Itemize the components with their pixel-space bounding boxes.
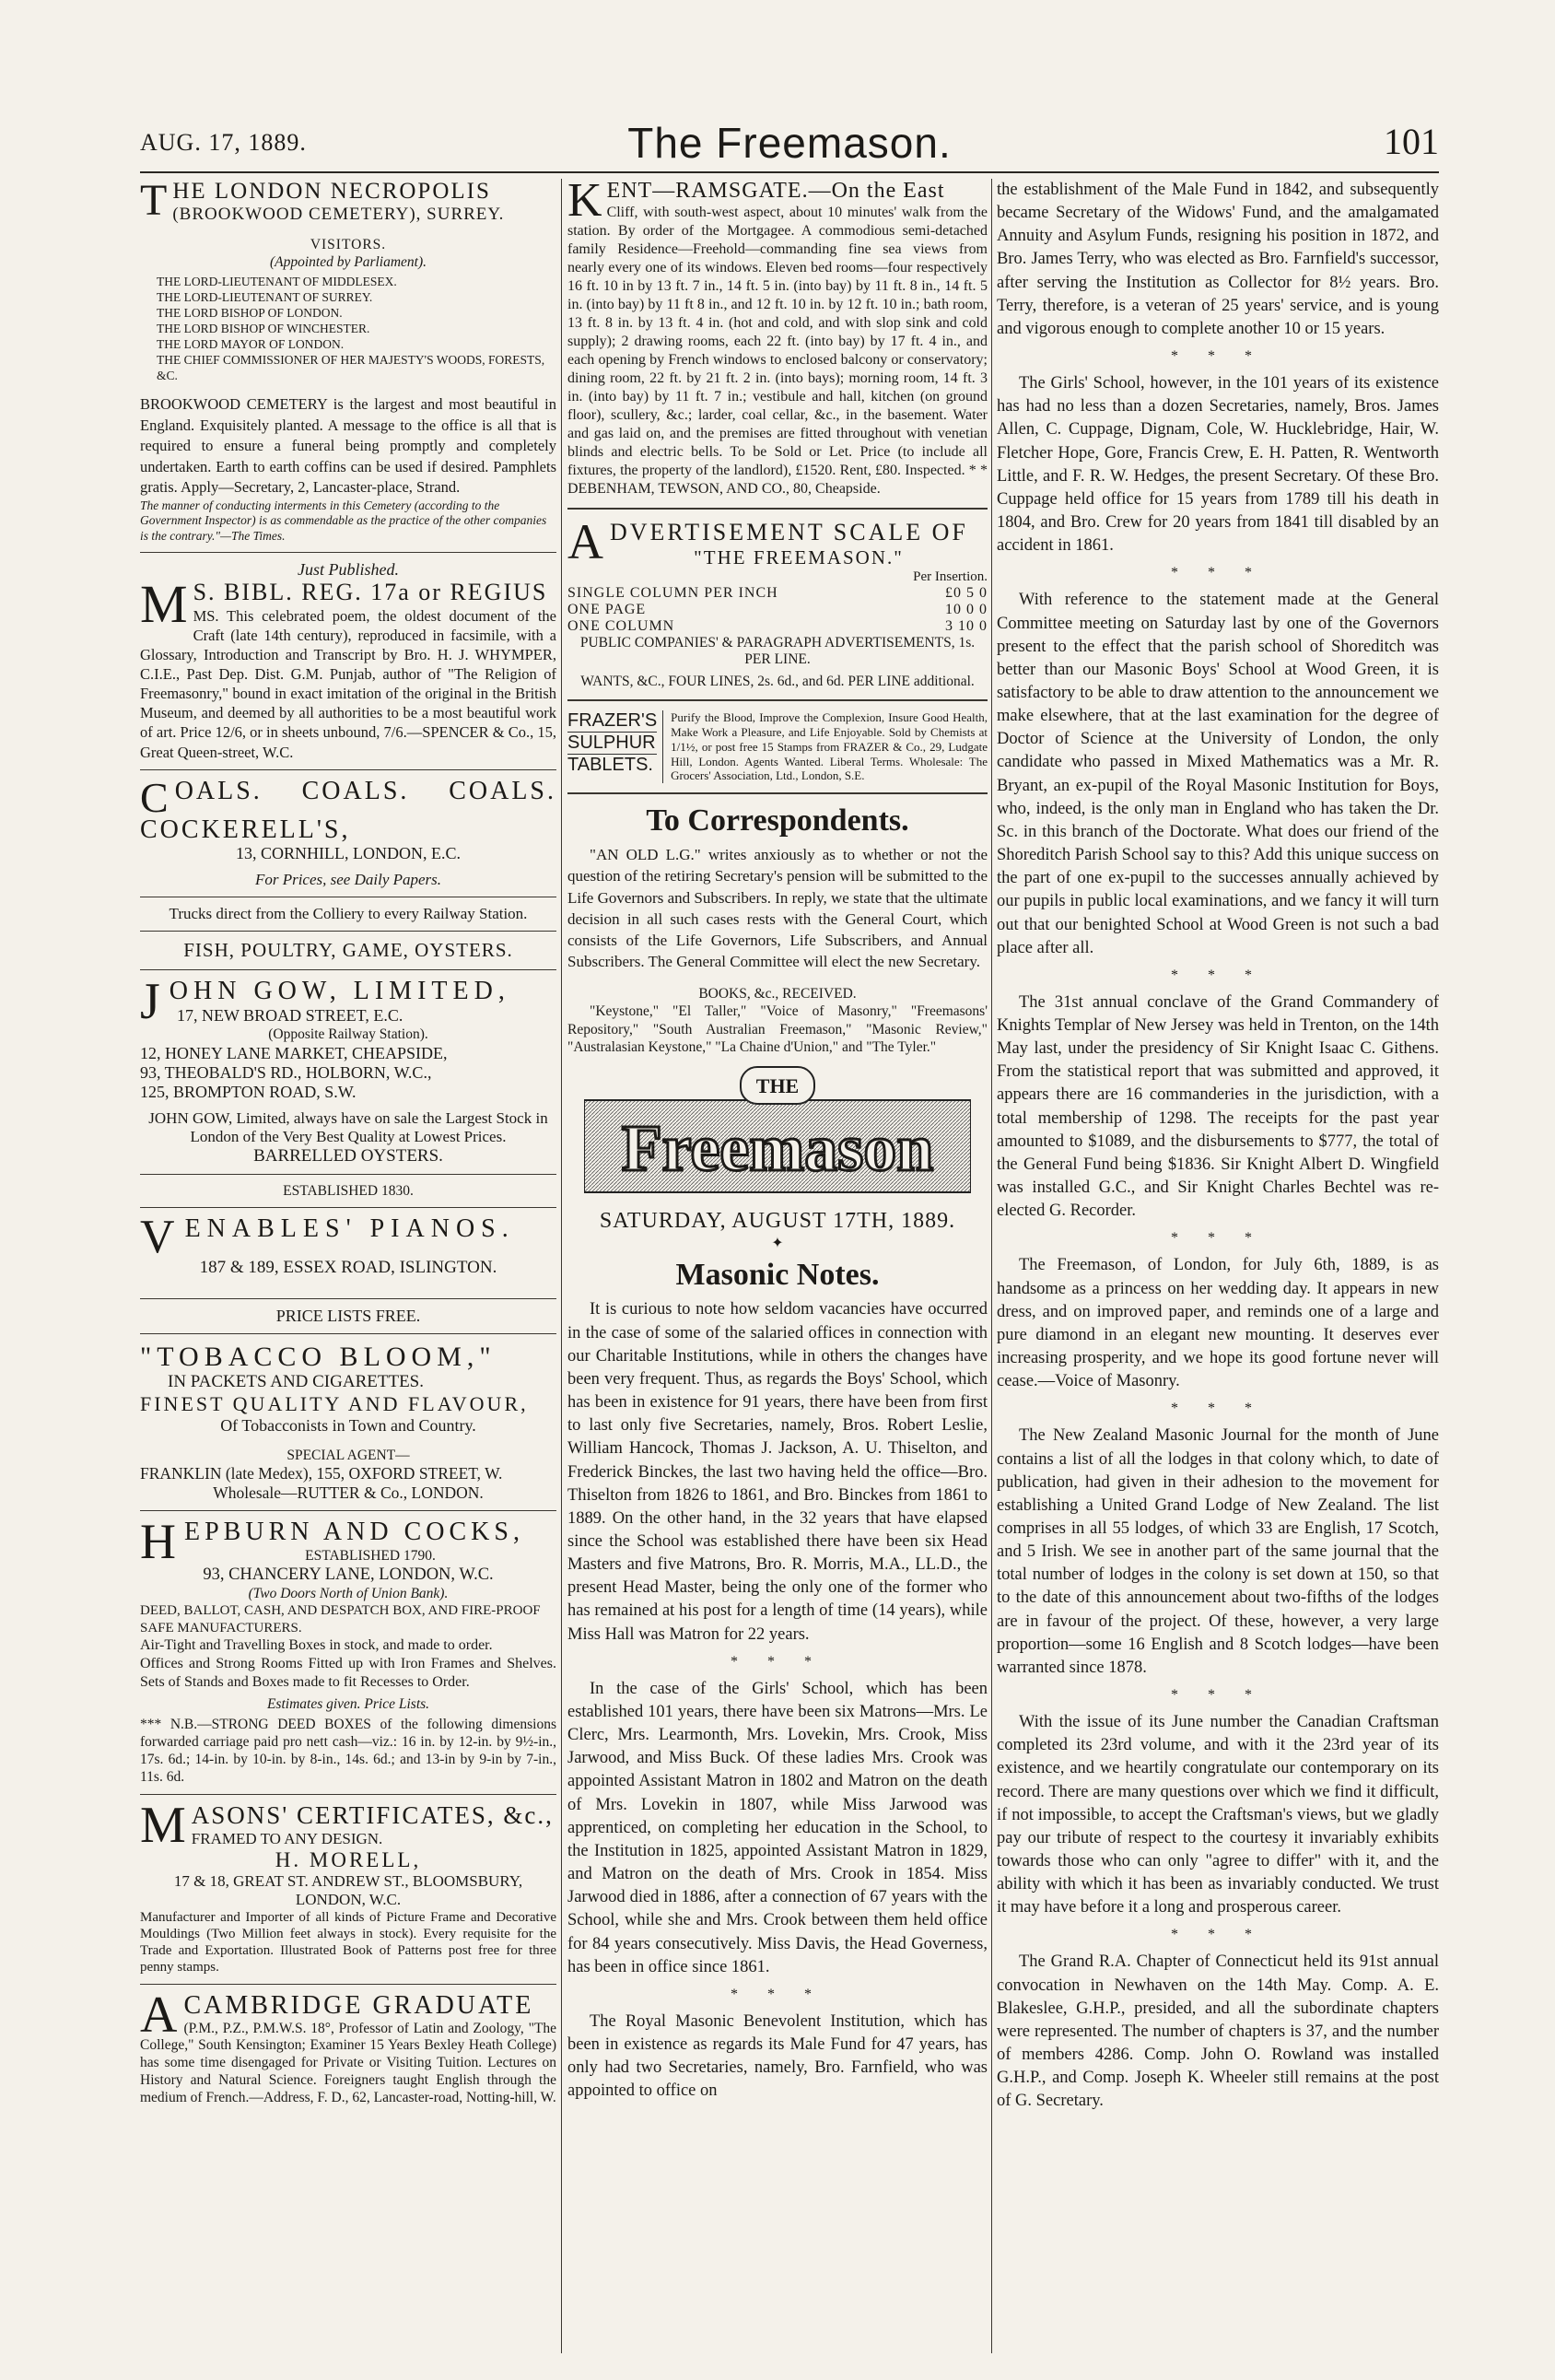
adscale-title: DVERTISEMENT SCALE OF xyxy=(610,519,968,545)
col3-p2: The Girls' School, however, in the 101 years of its existence has had no less than a dozen Secretaries, namely, Bros. James Allen, C. Cuppage, Dignam, Cole, W. Hucklebridge, Hair, W. Fletcher Hope, Gore, Francis Crew, E. H. Patten, R. Wentworth Little, and F. R. W. Hedges, the present Secretary. Of these Bro. Cuppage held office for 15 years from 1789 till his death in 1804, and Bro. Crew for 20 years from 1841 till disabled by an accident in 1861. xyxy=(997,374,1439,556)
masons-address: 17 & 18, GREAT ST. ANDREW ST., BLOOMSBURY, LONDON, W.C. xyxy=(173,1871,523,1908)
stars-divider: * * * xyxy=(1171,1401,1265,1417)
visitors-heading: VISITORS. xyxy=(310,236,387,252)
masonic-notes-p1: It is curious to note how seldom vacancies have occurred in the case of some of the salaried offices in connection with our Charitable Institutions, while in others the changes have been very frequent. Thus, as regards the Boys' School, which has been in existence for 91 years, there have been from first to last only five Secretaries, namely, Bros. Robert Leslie, William Hancock, Thomas J. Jackson, A. U. Thiselton, and Frederick Binckes, the last two having held the office—Bro. Thiselton from 1826 to 1861, and Bro. Binckes from 1861 to 1889. On the other hand, in the 32 years that have elapsed since the School was established there have been six Head Masters and five Matrons, Bro. R. Morris, M.A., LL.D., the present Head Master, being the only one of the former who has remained at his post for a length of time (14 years), while Miss Hall was Matron for 22 years. xyxy=(567,1300,988,1644)
bibl-title: S. BIBL. REG. 17a or REGIUS xyxy=(193,579,548,606)
masons-framed: FRAMED TO ANY DESIGN. xyxy=(191,1829,383,1847)
masonic-notes-p3: The Royal Masonic Benevolent Institution, which has been in existence as regards its Male Fund for 47 years, has only had two Secretaries, namely, Bro. Farnfield, who was appointed to office on xyxy=(567,2011,988,2101)
frazer-l3: TABLETS. xyxy=(567,755,653,775)
masons-certificates-ad xyxy=(140,1796,556,1976)
just-published: Just Published. xyxy=(298,560,399,580)
col3-p6: The New Zealand Masonic Journal for the month of June contains a list of all the lodges in that colony which, to date of publication, had given in their adhesion to the movement for establishing a United Grand Lodge of New Zealand. The list comprises in all 55 lodges, of which 33 are English, 17 Scotch, and 5 Irish. We see in another part of the same journal that the total number of lodges in the colony is set down at 150, so that to the date of this announcement about two-fifths of the lodges are in favour of the project. Of these, however, a very large proportion—some 16 English and 8 Scotch lodges—have been warranted since 1878. xyxy=(997,1426,1439,1677)
dropcap: J xyxy=(140,973,166,1031)
venables-address: 187 & 189, ESSEX ROAD, ISLINGTON. xyxy=(199,1258,497,1277)
cambridge-ad xyxy=(140,1986,556,2107)
dateline: SATURDAY, AUGUST 17TH, 1889. xyxy=(599,1209,956,1234)
visitor-item: THE LORD-LIEUTENANT OF SURREY. xyxy=(157,290,373,305)
dropcap: V xyxy=(140,1211,181,1263)
dropcap: C xyxy=(140,773,171,821)
stars-divider: * * * xyxy=(731,1986,824,2002)
gow-address: 93, THEOBALD'S RD., HOLBORN, W.C., xyxy=(140,1062,432,1082)
visitor-item: THE LORD BISHOP OF WINCHESTER. xyxy=(157,321,370,335)
masonic-notes-p2: In the case of the Girls' School, which has been established 101 years, there have been six Matrons—Mrs. Le Clerc, Mrs. Learmonth, Mrs. Lovekin, Mrs. Crook, Miss Jarwood, and Miss Buck. Of these ladies Mrs. Crook was appointed Assistant Matron in 1802 and Matron on the death of Mrs. Lovekin in 1807, while Miss Jarwood was apprenticed, on completing her education in the School, to the Institution in 1825, appointed Assistant Matron in 1829, and Matron on the death of Mrs. Crook in 1854. Miss Jarwood died in 1886, after a connection of 67 years with the School, while she and Mrs. Crook between them held office for 84 years consecutively. Miss Davis, the Head Governess, has been in office since 1861. xyxy=(567,1679,988,1976)
bibl-body: MS. This celebrated poem, the oldest document of the Craft (late 14th century), reproduced in facsimile, with a Glossary, Introduction and Transcript by Bro. H. J. WHYMPER, C.I.E., Past Dep. Dist. G.M. Punjab, author of "The Religion of Freemasonry," bound in exact imitation of the original in the British Museum, and deemed by all authorities to be a most beautiful work of art. Price 12/6, or in sheets unbound, 7/6.—SPENCER & Co., 15, Great Queen-street, W.C. xyxy=(140,606,556,761)
coals-trucks: Trucks direct from the Colliery to every Railway Station. xyxy=(169,905,528,923)
col3-p7: With the issue of its June number the Canadian Craftsman completed its 23rd volume, and with it the 23rd year of its existence, and we heartily congratulate our contemporary on its record. There are many questions over which we find it difficult, if not impossible, to accept the Craftsman's views, but we gladly pay our tribute of respect to the courtesy it invariably exhibits towards those who can only "agree to differ" with it, and the ability with which it has been as invariably conducted. We trust it may have before it a long and prosperous career. xyxy=(997,1713,1439,1917)
col3-p8: The Grand R.A. Chapter of Connecticut held its 91st annual convocation in Newhaven on the 14th May. Comp. A. E. Blakeslee, G.H.P., presided, and all the subordinate chapters were represented. The number of chapters is 37, and the number of members 4286. Comp. John O. Rowland was installed G.H.P., and Comp. Joseph K. Wheeler still remains at the post of G. Secretary. xyxy=(997,1952,1439,2111)
masons-title: ASONS' CERTIFICATES, &c., xyxy=(191,1800,554,1829)
dropcap: T xyxy=(140,179,170,225)
header-rule xyxy=(140,171,1439,173)
tobacco-title: "TOBACCO BLOOM," xyxy=(140,1342,497,1372)
stars-divider: * * * xyxy=(731,1653,824,1670)
hepburn-deed: DEED, BALLOT, CASH, AND DESPATCH BOX, AND FIRE-PROOF SAFE MANUFACTURERS. xyxy=(140,1602,541,1636)
dropcap: A xyxy=(567,514,606,569)
dropcap: K xyxy=(567,179,603,227)
hepburn-ad xyxy=(140,1514,556,1787)
col3-p5: The Freemason, of London, for July 6th, 1889, is as handsome as a princess on her wedding day. It appears in new dress, and on improved paper, and reminds one of a large and pure diamond in an elegant new mounting. It deserves ever increasing prosperity, and we hope its good fortune never will cease.—Voice of Masonry. xyxy=(997,1256,1439,1391)
masonic-notes-heading: Masonic Notes. xyxy=(675,1258,880,1293)
hepburn-address: 93, CHANCERY LANE, LONDON, W.C. xyxy=(203,1565,494,1584)
advertisement-scale xyxy=(567,514,988,690)
rate-label: ONE PAGE xyxy=(567,602,647,617)
column-1 xyxy=(140,179,556,2353)
column-3 xyxy=(997,179,1439,2353)
gow-address: 17, NEW BROAD STREET, E.C. xyxy=(177,1006,403,1026)
visitor-item: THE LORD-LIEUTENANT OF MIDDLESEX. xyxy=(157,275,397,289)
visitor-item: THE CHIEF COMMISSIONER OF HER MAJESTY'S WOODS, FORESTS, &C. xyxy=(157,352,545,382)
stars-divider: * * * xyxy=(1171,1687,1265,1704)
adscale-per: Per Insertion. xyxy=(913,569,988,584)
page-number: 101 xyxy=(1384,121,1439,162)
tobacco-ad xyxy=(140,1342,556,1503)
necropolis-quote: The manner of conducting interments in this Cemetery (according to the Government Inspector) is as commendable as the practice of the other companies is the contrary."—The Times. xyxy=(140,498,547,544)
kent-title: ENT—RAMSGATE.—On the East xyxy=(606,179,945,203)
venables-title: ENABLES' PIANOS. xyxy=(184,1214,515,1243)
col3-p4: The 31st annual conclave of the Grand Commandery of Knights Templar of New Jersey was held in Trenton, on the 14th May last, under the presidency of Sir Knight Isaac C. Githens. From the statistical report that was submitted and approved, it appears there are 16 commanderies in the jurisdiction, with a total membership of 1298. The receipts for the past year amounted to $1089, and the disbursements to $777, the total of the General Fund being $1836. Sir Knight Albert D. Wingfield was installed G.C., and Sir Knight Charles Bechtel was re-elected G. Recorder. xyxy=(997,992,1439,1221)
tobacco-line: IN PACKETS AND CIGARETTES. xyxy=(168,1372,424,1391)
visitor-item: THE LORD BISHOP OF LONDON. xyxy=(157,306,343,320)
frazer-l2: SULPHUR xyxy=(567,733,656,753)
frazer-ad xyxy=(567,710,988,783)
issue-date: AUG. 17, 1889. xyxy=(140,129,307,156)
tobacco-wholesale: Wholesale—RUTTER & Co., LONDON. xyxy=(213,1483,484,1503)
gow-title: OHN GOW, LIMITED, xyxy=(169,977,510,1006)
hepburn-p1: Air-Tight and Travelling Boxes in stock, and made to order. xyxy=(140,1637,493,1654)
fish-ad: FISH, POULTRY, GAME, OYSTERS. xyxy=(183,939,513,962)
stars-divider: * * * xyxy=(1171,967,1265,983)
gow-ad xyxy=(140,973,556,1200)
hepburn-title: EPBURN AND COCKS, xyxy=(184,1518,524,1547)
stars-divider: * * * xyxy=(1171,348,1265,365)
cambridge-title: CAMBRIDGE GRADUATE xyxy=(183,1990,534,2020)
hepburn-established: ESTABLISHED 1790. xyxy=(305,1548,436,1565)
rate-row xyxy=(567,618,988,635)
tobacco-line: FINEST QUALITY AND FLAVOUR, xyxy=(140,1392,529,1415)
gow-opposite: (Opposite Railway Station). xyxy=(268,1026,428,1043)
rate-row xyxy=(567,585,988,602)
hepburn-estimates: Estimates given. Price Lists. xyxy=(266,1695,430,1712)
necropolis-body: BROOKWOOD CEMETERY is the largest and most beautiful in England. Exquisitely planted. A message to the office is all that is required to ensure a funeral being promptly and completely undertaken. Earth to earth coffins can be used if desired. Pamphlets gratis. Apply—Secretary, 2, Lancaster-place, Strand. xyxy=(140,395,556,497)
col3-p1: the establishment of the Male Fund in 1842, and subsequently became Secretary of the Widows' Fund, and the amalgamated Annuity and Asylum Funds, resigning his position in 1872, and Bro. James Terry, who was elected as Bro. Farnfield's successor, after serving the Institution as Collector for 8½ years. Bro. Terry, therefore, is a veteran of 25 years' service, and is young and vigorous enough to complete another 10 or 15 years. xyxy=(997,181,1439,338)
freemason-logo-art xyxy=(584,1063,971,1202)
rate-value: 10 0 0 xyxy=(945,602,988,617)
gow-address: 12, HONEY LANE MARKET, CHEAPSIDE, xyxy=(140,1043,448,1062)
gow-oysters: BARRELLED OYSTERS. xyxy=(253,1145,443,1166)
bibl-ad xyxy=(140,560,556,761)
tobacco-agent: SPECIAL AGENT— xyxy=(286,1448,410,1463)
column-2: KENT—RAMSGATE.—On the East Cliff, with south-west aspect, about 10 minutes' walk from the station. By order of the Mortgagee. A commodious semi-detached family Residence—Freehold—commanding fine sea views from nearly every one of its windows. Eleven bed rooms—four respectively 16 ft. 10 in by 13 ft. 7 in., 14 ft. 5 in. (into bay) by 11 ft. 8 in., 14 ft. 5 in. (into bay) by 11 ft 8 in., and 12 ft. 10 in. by 12 ft. 10 in.; bath room, 13 ft. 8 in. by 13 ft. 4 in. (hot and cold, and with slop sink and cold supply); 2 drawing rooms, each 22 ft. (into bay) by 17 ft. 4 in., and each opening by French windows to enclosed balcony or conservatory; dining room, 22 ft. by 21 ft. 2 in. (into bays); morning room, 14 ft. 3 in. (into bay) by 11 ft. 7 in.; vestibule and hall, kitchen (on ground floor), scullery, &c.; larder, coal cellar, &c., in the basement. Water and gas laid on, and the premises are fitted throughout with venetian blinds and electric bells. To be Sold or Let. Price (to include all fixtures, the property of the landlord), £1520. Rent, £80. Inspected. * * DEBENHAM, TEWSON, AND CO., 80, Cheapside. ADVERTISEMENT SCALE OF "THE FREEMASON." Per Insertion. SINGLE COLUMN PER INCH £0 5 0 ONE PAGE 10 0 0 ONE COLUMN 3 10 0 PUBLIC COMPANIES' & PARAGRAPH ADVERTISEMENTS, 1s. PER LINE. WANTS, &C., FOUR LINES, 2s. 6d., and 6d. PER LINE additional. FRAZER'S SULPHUR TABLETS. Purify the Blood, Improve the Complexion, Insure Good Health, Make Work a Pleasure, and Life Enjoyable. Sold by Chemists at 1/1½, or post free 15 Stamps from FRAZER & Co., 29, Ludgate Hill, London. Agents Wanted. Liberal Terms. Wholesale: The Grocers' Association, Ltd., London, S.E. To Correspondents. "AN OLD L.G." writes anxiously as to whether or not the question of the retiring Secretary's pension will be submitted to the Life Governors and Subscribers. In reply, we state that the ultimate decision in all such cases rests with the General Court, which consists of the Life Governors, Life Subscribers, and Annual Subscribers. The General Committee will elect the new Secretary. BOOKS, &c., RECEIVED. "Keystone," "El Taller," "Voice of Masonry," "Freemasons' Repository," "South Australian Freemason," "Masonic Review," "Australasian Keystone," "La Chaine d'Union," and "The Tyler." THE Freemason SATURDAY, AUGUST 17TH, 1889. ✦ Masonic Notes. It is curious to note how seldom vacancies have occurred in the case of some of the salaried offices in connection with our Charitable Institutions, while in others the changes have been very frequent. Thus, as regards the Boys' School, which has been in existence for 91 years, there have been from first to last only five Secretaries, namely, Bros. Robert Leslie, William Hancock, Thomas J. Jackson, A. U. Thiselton, and Frederick Binckes, the last two having held the office—Bro. Thiselton from 1826 to 1861, and Bro. Binckes from 1861 to 1889. On the other hand, in the 32 years that have elapsed since the School was established there have been six Head Masters and five Matrons, Bro. R. Morris, M.A., LL.D., the present Head Master, being the only one of the former who has remained at his post for a length of time (14 years), while Miss Hall was Matron for 22 years. * * * In the case of the Girls' School, which has been established 101 years, there have been six Matrons—Mrs. Le Clerc, Mrs. Learmonth, Mrs. Lovekin, Mrs. Crook, Miss Jarwood, and Miss Buck. Of these ladies Mrs. Crook was appointed Assistant Matron in 1802 and Matron on the death of Mrs. Lovekin in 1807, while Miss Jarwood was apprenticed, on completing her education in the School, to the Institution in 1825, appointed Assistant Matron in 1829, and Matron on the death of Mrs. Crook in 1854. Miss Jarwood died in 1886, after a connection of 67 years with the School, while she and Mrs. Crook between them held office for 84 years consecutively. Miss Davis, the Head Governess, has been in office since 1861. * * * The Royal Masonic Benevolent Institution, which has been in existence as regards its Male Fund for 47 years, has only had two Secretaries, namely, Bro. Farnfield, who was appointed to office on xyxy=(567,179,988,2353)
rate-label: SINGLE COLUMN PER INCH xyxy=(567,585,778,601)
appointed-note: (Appointed by Parliament). xyxy=(269,253,427,270)
venables-ad xyxy=(140,1211,556,1326)
tobacco-franklin: FRANKLIN (late Medex), 155, OXFORD STREET, W. xyxy=(140,1464,503,1483)
column-divider xyxy=(991,179,992,2353)
hepburn-doors: (Two Doors North of Union Bank). xyxy=(248,1585,449,1601)
rate-value: £0 5 0 xyxy=(945,585,988,601)
coals-name: COCKERELL'S, xyxy=(140,815,351,844)
masons-body: Manufacturer and Importer of all kinds of Picture Frame and Decorative Mouldings (Two Million feet always in stock). Every requisite for the Trade and Exportation. Illustrated Book of Patterns post free for three penny stamps. xyxy=(140,1909,556,1976)
necropolis-subtitle: (BROOKWOOD CEMETERY), SURREY. xyxy=(172,204,505,224)
masons-name: H. MORELL, xyxy=(275,1847,422,1871)
coals-prices: For Prices, see Daily Papers. xyxy=(254,871,442,889)
coals-word: COALS. xyxy=(449,776,556,805)
necropolis-ad xyxy=(140,179,556,545)
gow-body: JOHN GOW, Limited, always have on sale the Largest Stock in London of the Very Best Quality at Lowest Prices. xyxy=(148,1108,548,1145)
gow-established: ESTABLISHED 1830. xyxy=(283,1182,414,1199)
dropcap: H xyxy=(140,1514,181,1570)
kent-body: Cliff, with south-west aspect, about 10 minutes' walk from the station. By order of the Mortgagee. A commodious semi-detached family Residence—Freehold—commanding fine sea views from nearly every one of its windows. Eleven bed rooms—four respectively 16 ft. 10 in by 13 ft. 7 in., 14 ft. 5 in. (into bay) by 11 ft. 8 in., 14 ft. 5 in. (into bay) by 11 ft 8 in., and 12 ft. 10 in. by 12 ft. 10 in.; bath room, 13 ft. 8 in. by 13 ft. 4 in. (hot and cold, and with slop sink and cold supply); 2 drawing rooms, each 22 ft. (into bay) by 17 ft. 4 in., and each opening by French windows to enclosed balcony or conservatory; dining room, 22 ft. by 21 ft. 2 in. (into bays); morning room, 14 ft. 3 in. (into bay) by 11 ft. 7 in.; vestibule and hall, kitchen (on ground floor), scullery, &c.; larder, coal cellar, &c., in the basement. Water and gas laid on, and the premises are fitted throughout with venetian blinds and electric bells. To be Sold or Let. Price (to include all fixtures, the property of the landlord), £1520. Rent, £80. Inspected. * * DEBENHAM, TEWSON, AND CO., 80, Cheapside. xyxy=(567,205,988,497)
freemason-logo xyxy=(584,1063,971,1202)
books-heading: BOOKS, &c., RECEIVED. xyxy=(698,985,857,1002)
gow-address: 125, BROMPTON ROAD, S.W. xyxy=(140,1082,357,1101)
rate-row xyxy=(567,602,988,618)
venables-price: PRICE LISTS FREE. xyxy=(275,1307,421,1325)
hepburn-p2: Offices and Strong Rooms Fitted up with Iron Frames and Shelves. Sets of Stands and Boxes made to fit Recesses to Order. xyxy=(140,1656,556,1691)
adscale-sub: "THE FREEMASON." xyxy=(694,546,904,569)
correspondents-body: "AN OLD L.G." writes anxiously as to whether or not the question of the retiring Secretary's pension will be submitted to the Life Governors and Subscribers. In reply, we state that the ultimate decision in all such cases rests with the General Court, which consists of the Life Governors, Life Subscribers, and Annual Subscribers. The General Committee will elect the new Secretary. xyxy=(567,846,988,970)
coals-address: 13, CORNHILL, LONDON, E.C. xyxy=(236,844,461,863)
rate-value: 3 10 0 xyxy=(945,618,988,634)
frazer-text: Purify the Blood, Improve the Complexion, Insure Good Health, Make Work a Pleasure, and Life Enjoyable. Sold by Chemists at 1/1½, or post free 15 Stamps from FRAZER & Co., 29, Ludgate Hill, London. Agents Wanted. Liberal Terms. Wholesale: The Grocers' Association, Ltd., London, S.E. xyxy=(671,710,988,783)
hepburn-nb: *** N.B.—STRONG DEED BOXES of the following dimensions forwarded carriage paid pro nett cash—viz.: 16 in. by 12-in. by 9½-in., 17s. 6d.; 14-in. by 10-in. by 8-in., 14s. 6d.; and 13-in by 9-in by 7-in., 11s. 6d. xyxy=(140,1717,556,1785)
stars-divider: * * * xyxy=(1171,1230,1265,1247)
adscale-wants: WANTS, &C., FOUR LINES, 2s. 6d., and 6d. PER LINE additional. xyxy=(580,674,975,689)
col3-p3: With reference to the statement made at the General Committee meeting on Saturday last by one of the Governors present to the effect that the parish school of Shoreditch was better than our Masonic Boys' School at Wood Green, it is satisfactory to be able to draw attention to the announcement we make elsewhere, that at the last examination for the degree of Doctor of Science at the University of London, the only candidate who passed in Mixed Mathematics was a Mr. R. Bryant, an ex-pupil of the Royal Masonic Institution for Boys, who, indeed, is the only man in England who has taken the Dr. Sc. in this branch of the Doctorate. What does our friend of the Shoreditch Parish School say to this? Add this unique success on the part of one ex-pupil to the successes annually achieved by our pupils in public local examinations, and we fancy it will turn out that our benighted School at Wood Green is not such a bad place after all. xyxy=(997,591,1439,957)
dropcap: M xyxy=(140,574,190,635)
coals-word: COALS. xyxy=(301,776,410,805)
masthead-title: The Freemason. xyxy=(627,119,952,167)
column-divider xyxy=(561,179,562,2353)
logo-big-text: Freemason xyxy=(621,1111,934,1186)
visitor-item: THE LORD MAYOR OF LONDON. xyxy=(157,336,345,351)
tobacco-line: Of Tobacconists in Town and Country. xyxy=(220,1416,476,1435)
logo-small-text: THE xyxy=(755,1074,800,1098)
coals-ad xyxy=(140,773,556,924)
necropolis-title: HE LONDON NECROPOLIS xyxy=(172,179,491,204)
dropcap: A xyxy=(140,1986,181,2044)
stars-divider: * * * xyxy=(1171,1927,1265,1943)
cambridge-body: (P.M., P.Z., P.M.W.S. 18°, Professor of Latin and Zoology, "The College," South Kensington; Examiner 15 Years Bexley Heath College) has some time disengaged for Private or Visiting Tuition. Lectures on History and Natural Science. Foreigners taught English through the medium of French.—Address, F. D., 62, Lancaster-road, Notting-hill, W. xyxy=(140,2020,556,2106)
rate-label: ONE COLUMN xyxy=(567,618,675,634)
frazer-l1: FRAZER'S xyxy=(567,710,658,731)
stars-divider: * * * xyxy=(1171,565,1265,581)
kent-ad xyxy=(567,179,988,498)
adscale-public: PUBLIC COMPANIES' & PARAGRAPH ADVERTISEMENTS, 1s. PER LINE. xyxy=(579,635,976,667)
correspondents-heading: To Correspondents. xyxy=(646,803,909,838)
coals-word: OALS. xyxy=(174,776,263,805)
books-list: "Keystone," "El Taller," "Voice of Masonry," "Freemasons' Repository," "South Australian Freemason," "Masonic Review," "Australasian Keystone," "La Chaine d'Union," and "The Tyler." xyxy=(567,1003,988,1056)
dropcap: M xyxy=(140,1796,188,1854)
page-header xyxy=(140,118,1439,167)
